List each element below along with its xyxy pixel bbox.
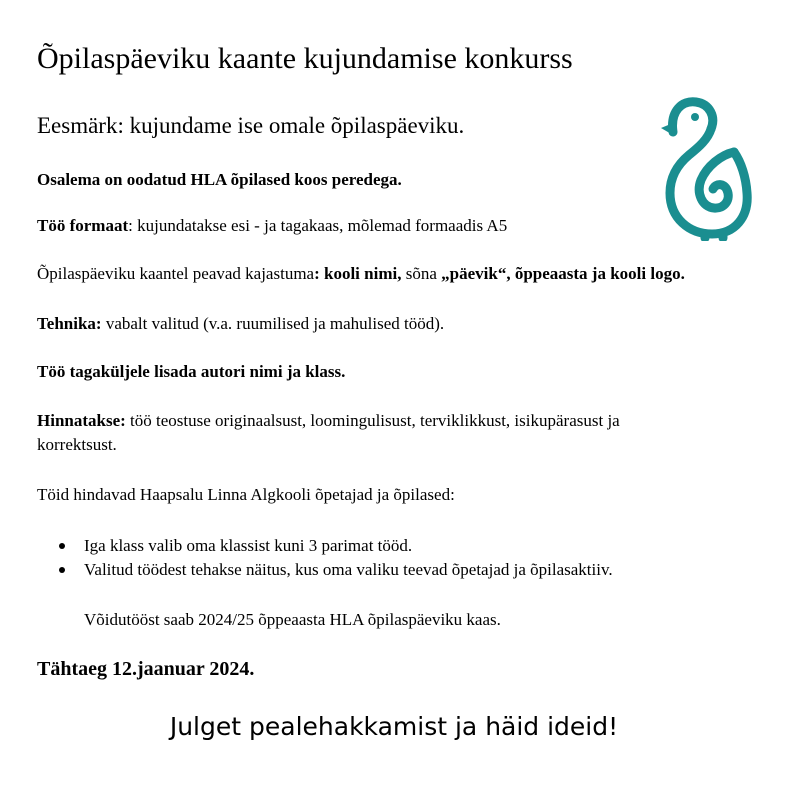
cover-content-rest: „päevik“, õppeaasta ja kooli logo. — [441, 264, 685, 283]
bullet-text: Iga klass valib oma klassist kuni 3 parimat tööd. — [84, 536, 413, 555]
duck-beak — [661, 123, 673, 135]
closing-text: Julget pealehakkamist ja häid ideid! — [169, 712, 619, 741]
bullet-text: Valitud töödest tehakse näitus, kus oma valiku teevad õpetajad ja õpilasaktiiv. — [84, 560, 613, 579]
duck-logo-icon — [637, 95, 752, 241]
goal-text: Eesmärk: kujundame ise omale õpilaspäeviku. — [37, 113, 465, 138]
invitation-bold: Osalema on oodatud HLA õpilased koos peredega. — [37, 170, 402, 189]
winner-text: Võidutööst saab 2024/25 õppeaasta HLA õpilaspäeviku kaas. — [84, 610, 501, 629]
bullet-dot-icon — [59, 567, 65, 573]
back-side-text: Töö tagaküljele lisada autori nimi ja klass. — [37, 362, 346, 381]
format-paragraph — [37, 215, 507, 236]
cover-content-intro: Õpilaspäeviku kaantel peavad kajastuma — [37, 264, 315, 283]
bullet-list — [58, 535, 613, 583]
back-side-paragraph — [37, 361, 345, 382]
evaluation-line2: korrektsust. — [37, 435, 117, 454]
format-label: Töö formaat — [37, 216, 129, 235]
evaluation-label: Hinnatakse: — [37, 411, 126, 430]
duck-body-outer — [670, 129, 747, 234]
deadline-text: Tähtaeg 12.jaanuar 2024. — [37, 658, 255, 680]
judges-text: Töid hindavad Haapsalu Linna Algkooli õpetajad ja õpilased: — [37, 485, 455, 504]
cover-content-word: sõna — [401, 264, 442, 283]
format-text: : kujundatakse esi - ja tagakaas, mõlemad formaadis A5 — [128, 216, 508, 235]
technique-paragraph — [37, 313, 444, 334]
bullet-dot-icon — [59, 543, 65, 549]
evaluation-line1: töö teostuse originaalsust, loomingulisust, terviklikkust, isikupärasust ja — [125, 411, 620, 430]
cover-content-paragraph — [37, 263, 685, 284]
technique-text: vabalt valitud (v.a. ruumilised ja mahulised tööd). — [101, 314, 445, 333]
invitation-text — [37, 169, 402, 190]
list-item — [58, 559, 613, 583]
duck-eye — [691, 113, 699, 121]
list-item — [58, 535, 613, 559]
cover-content-school-name: : kooli nimi, — [314, 264, 402, 283]
page-title: Õpilaspäeviku kaante kujundamise konkurss — [37, 42, 573, 75]
technique-label: Tehnika: — [37, 314, 102, 333]
duck-body-inner — [699, 152, 734, 208]
evaluation-paragraph — [37, 410, 620, 431]
